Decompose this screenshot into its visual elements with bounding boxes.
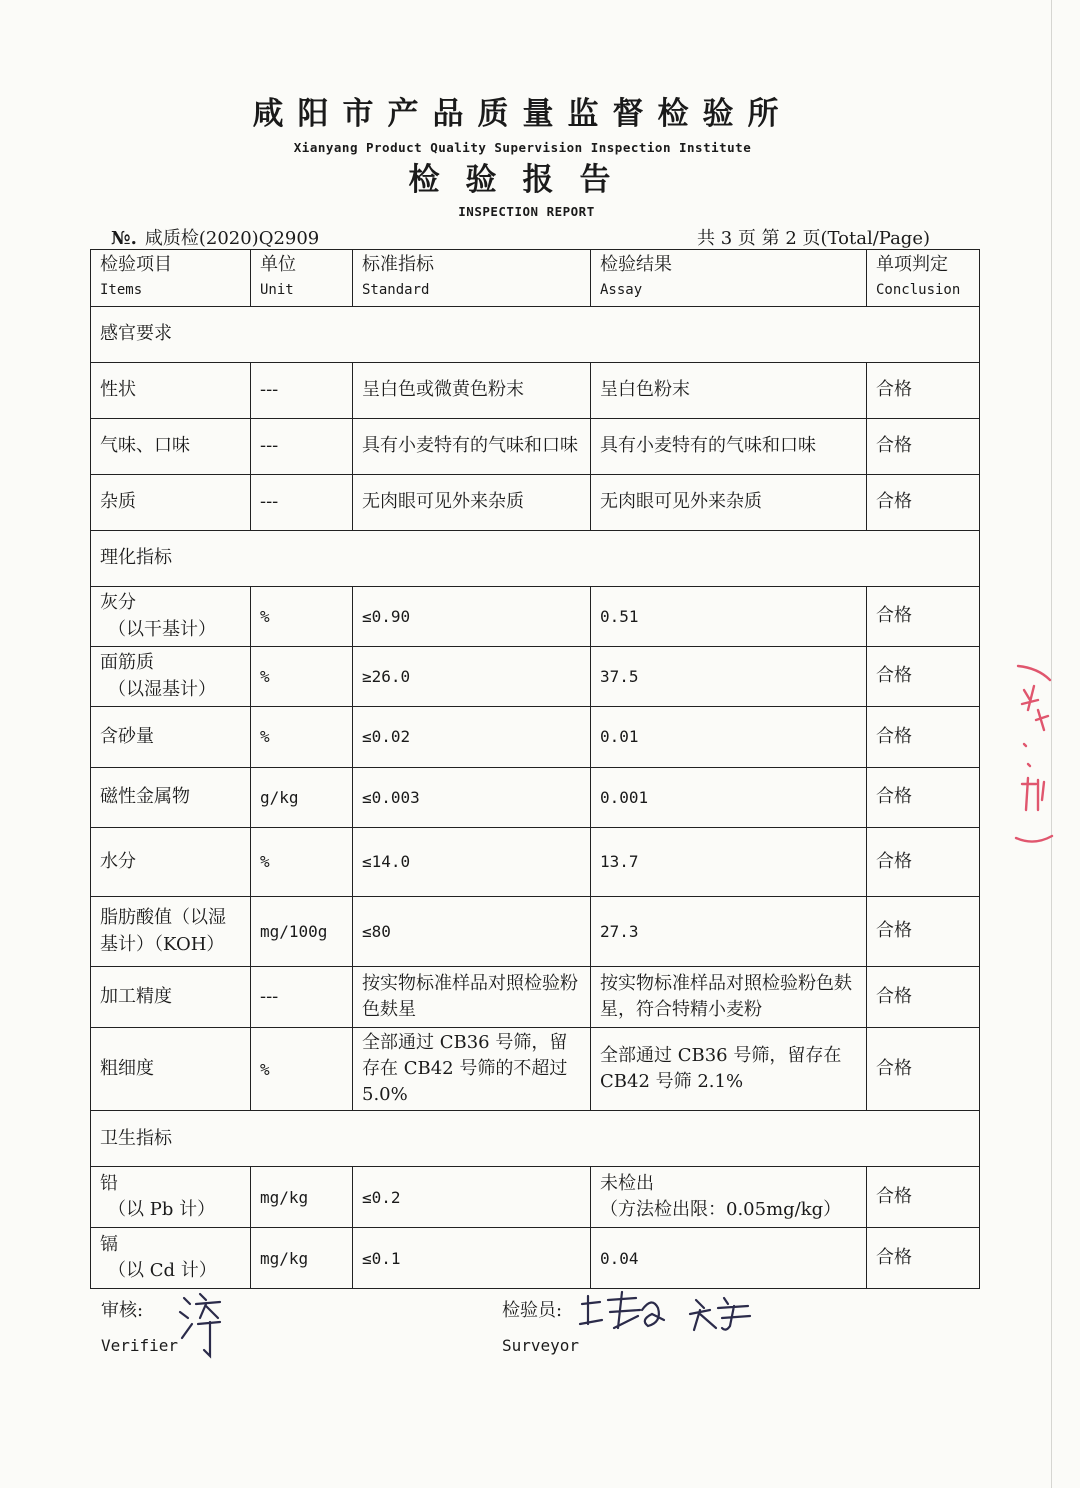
section-row-hygiene: [91, 1111, 980, 1167]
assay-cell: 0.01: [591, 707, 867, 768]
table-row: [91, 587, 980, 647]
column-header-conclusion: 单项判定 Conclusion: [867, 250, 980, 307]
report-number: [111, 224, 319, 250]
conclusion-cell: 合格: [867, 419, 980, 475]
table-row: [91, 707, 980, 768]
report-number-label: №.: [111, 228, 137, 249]
column-header-assay: 检验结果 Assay: [591, 250, 867, 307]
standard-cell: ≤0.02: [353, 707, 591, 768]
assay-cell: 全部通过 CB36 号筛，留存在 CB42 号筛 2.1%: [591, 1028, 867, 1111]
item-name: 铅: [100, 1173, 118, 1195]
item-cell: 脂肪酸值（以湿基计）（KOH）: [91, 897, 251, 967]
item-cell: 水分: [91, 828, 251, 897]
table-header-row: [91, 250, 980, 307]
conclusion-cell: 合格: [867, 1228, 980, 1289]
item-cell: 加工精度: [91, 967, 251, 1028]
item-cell: [91, 1228, 251, 1289]
assay-cell: 具有小麦特有的气味和口味: [591, 419, 867, 475]
standard-cell: ≥26.0: [353, 647, 591, 707]
conclusion-cell: 合格: [867, 647, 980, 707]
conclusion-cell: 合格: [867, 897, 980, 967]
inspection-table: [90, 249, 980, 1289]
unit-cell: ---: [251, 363, 353, 419]
stamp-mark: [1008, 660, 1058, 860]
item-cell: 气味、口味: [91, 419, 251, 475]
table-row: [91, 768, 980, 828]
conclusion-cell: 合格: [867, 587, 980, 647]
surveyor-label-cn: 检验员:: [502, 1300, 563, 1321]
item-note: （以湿基计）: [108, 678, 216, 700]
table-row: [91, 1228, 980, 1289]
assay-cell: 无肉眼可见外来杂质: [591, 475, 867, 531]
conclusion-cell: 合格: [867, 768, 980, 828]
standard-cell: 具有小麦特有的气味和口味: [353, 419, 591, 475]
section-row-sensory: [91, 307, 980, 363]
item-name: 镉: [100, 1234, 118, 1256]
verifier-label-cn: 审核:: [101, 1300, 144, 1321]
conclusion-cell: 合格: [867, 967, 980, 1028]
section-title: 卫生指标: [91, 1111, 980, 1167]
standard-cell: ≤14.0: [353, 828, 591, 897]
table-row: [91, 475, 980, 531]
standard-cell: 呈白色或微黄色粉末: [353, 363, 591, 419]
verifier-signature: [176, 1288, 228, 1362]
item-name: 灰分: [100, 592, 136, 614]
table-row: [91, 1028, 980, 1111]
item-name: 面筋质: [100, 652, 154, 674]
unit-cell: %: [251, 587, 353, 647]
column-header-unit: 单位 Unit: [251, 250, 353, 307]
column-header-standard: 标准指标 Standard: [353, 250, 591, 307]
assay-cell: 0.04: [591, 1228, 867, 1289]
conclusion-cell: 合格: [867, 707, 980, 768]
surveyor-label-en: Surveyor: [502, 1336, 580, 1355]
report-title-en: INSPECTION REPORT: [458, 204, 595, 219]
table-row: [91, 363, 980, 419]
assay-cell: 0.001: [591, 768, 867, 828]
section-title: 理化指标: [91, 531, 980, 587]
verifier-block: [101, 1296, 178, 1355]
section-title: 感官要求: [91, 307, 980, 363]
report-title-cn: 检验报告: [408, 162, 637, 198]
item-note: （以 Pb 计）: [108, 1199, 216, 1221]
assay-cell: [591, 1167, 867, 1228]
unit-cell: mg/100g: [251, 897, 353, 967]
assay-cell: 0.51: [591, 587, 867, 647]
unit-cell: mg/kg: [251, 1167, 353, 1228]
standard-cell: ≤0.90: [353, 587, 591, 647]
unit-cell: g/kg: [251, 768, 353, 828]
assay-note: （方法检出限：0.05mg/kg）: [600, 1199, 842, 1221]
standard-cell: ≤80: [353, 897, 591, 967]
standard-cell: 全部通过 CB36 号筛，留存在 CB42 号筛的不超过 5.0%: [353, 1028, 591, 1111]
page-info: 共 3 页 第 2 页(Total/Page): [697, 228, 930, 249]
report-number-value: 咸质检(2020)Q2909: [144, 228, 320, 249]
table-row: [91, 828, 980, 897]
assay-cell: 37.5: [591, 647, 867, 707]
item-note: （以干基计）: [108, 618, 216, 640]
unit-cell: %: [251, 1028, 353, 1111]
surveyor-block: [502, 1296, 579, 1355]
unit-cell: %: [251, 707, 353, 768]
assay-cell: 呈白色粉末: [591, 363, 867, 419]
unit-cell: mg/kg: [251, 1228, 353, 1289]
item-cell: 含砂量: [91, 707, 251, 768]
assay-cell: 按实物标准样品对照检验粉色麸星，符合特精小麦粉: [591, 967, 867, 1028]
item-cell: [91, 1167, 251, 1228]
standard-cell: ≤0.2: [353, 1167, 591, 1228]
standard-cell: ≤0.003: [353, 768, 591, 828]
institute-name-en: Xianyang Product Quality Supervision Inspection Institute: [293, 140, 752, 155]
unit-cell: ---: [251, 475, 353, 531]
assay-cell: 27.3: [591, 897, 867, 967]
item-cell: 杂质: [91, 475, 251, 531]
standard-cell: 按实物标准样品对照检验粉色麸星: [353, 967, 591, 1028]
table-row: [91, 647, 980, 707]
conclusion-cell: 合格: [867, 475, 980, 531]
table-row: [91, 967, 980, 1028]
unit-cell: ---: [251, 967, 353, 1028]
standard-cell: 无肉眼可见外来杂质: [353, 475, 591, 531]
table-row: [91, 897, 980, 967]
institute-name-cn: 咸阳市产品质量监督检验所: [252, 96, 793, 132]
table-row: [91, 1167, 980, 1228]
standard-cell: ≤0.1: [353, 1228, 591, 1289]
assay-cell: 13.7: [591, 828, 867, 897]
unit-cell: %: [251, 647, 353, 707]
verifier-label-en: Verifier: [101, 1336, 179, 1355]
item-cell: 性状: [91, 363, 251, 419]
item-cell: [91, 647, 251, 707]
unit-cell: %: [251, 828, 353, 897]
conclusion-cell: 合格: [867, 1167, 980, 1228]
table-row: [91, 419, 980, 475]
unit-cell: ---: [251, 419, 353, 475]
item-cell: [91, 587, 251, 647]
column-header-items: 检验项目 Items: [91, 250, 251, 307]
conclusion-cell: 合格: [867, 828, 980, 897]
conclusion-cell: 合格: [867, 363, 980, 419]
assay-value: 未检出: [600, 1173, 654, 1195]
surveyor-signature: [578, 1290, 758, 1336]
item-cell: 磁性金属物: [91, 768, 251, 828]
item-note: （以 Cd 计）: [108, 1260, 217, 1282]
conclusion-cell: 合格: [867, 1028, 980, 1111]
item-cell: 粗细度: [91, 1028, 251, 1111]
section-row-physicochemical: [91, 531, 980, 587]
